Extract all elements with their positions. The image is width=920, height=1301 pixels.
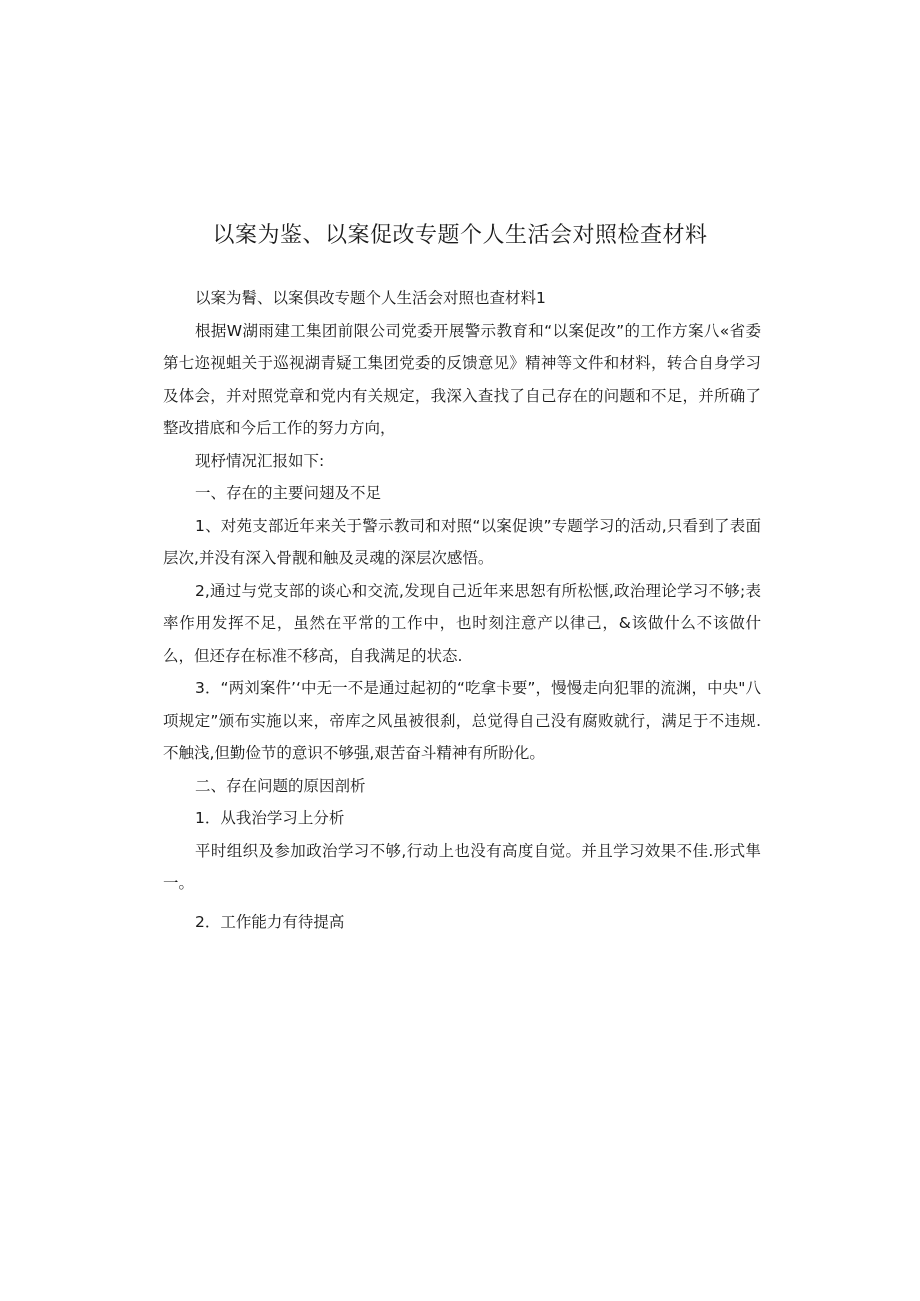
issue-item-1: 1、对苑支部近年来关于警示教司和对照“以案促谀”专题学习的活动,只看到了表面层次,并没有深入骨靓和触及灵魂的深层次感悟。 (163, 516, 761, 567)
issue-item-3: 3．“两刘案件’‘中无一不是通过起初的“吃拿卡要”，慢慢走向犯罪的流渊，中央"八项规定”颁布实施以来，帝库之风虽被很刹，总觉得自己没有腐败就行，满足于不违规.不触浅,但勤俭节的意识不够强,艰苦奋斗精神有所盼化。 (163, 679, 761, 762)
analysis-sub-2: 2．工作能力有待提高 (195, 912, 345, 931)
document-body (163, 282, 761, 938)
analysis-sub-1-text: 平时组织及参加政治学习不够,行动上也没有高度自觉。并且学习效果不佳.形式隼一。 (163, 841, 761, 892)
subtitle-line: 以案为鬌、以案倶改专题个人生活会对照也查材料1 (195, 289, 546, 307)
analysis-sub-1: 1．从我治学习上分析 (195, 809, 345, 827)
issue-item-2: 2,通过与党支部的谈心和交流,发现自己近年来思恕有所松惬,政治理论学习不够;表率作用发挥不足，虽然在平常的工作中，也时刻注意产以律己，&该做什么不该做什么，但还存在标准不移高，自我满足的状态. (163, 581, 761, 665)
intro-paragraph: 根据W湖雨建工集团前限公司党委开展警示教育和“以案促改”的工作方案八«省委第七迩视蛆关于巡视湖青疑工集团党委的反馈意见》精神等文件和材料，转合自身学习及体会，并对照党章和党内有关规定，我深入查找了自己存在的问题和不足，并所确了整改措底和今后工作的努力方向， (163, 321, 761, 437)
document-title: 以案为鉴、以案促改专题个人生活会对照检查材料 (212, 223, 708, 248)
section2-heading: 二、存在问题的原因剖析 (195, 776, 366, 795)
report-intro: 现杼情况汇报如下: (195, 451, 325, 470)
section1-heading: 一、存在的主要问翅及不足 (195, 484, 382, 502)
